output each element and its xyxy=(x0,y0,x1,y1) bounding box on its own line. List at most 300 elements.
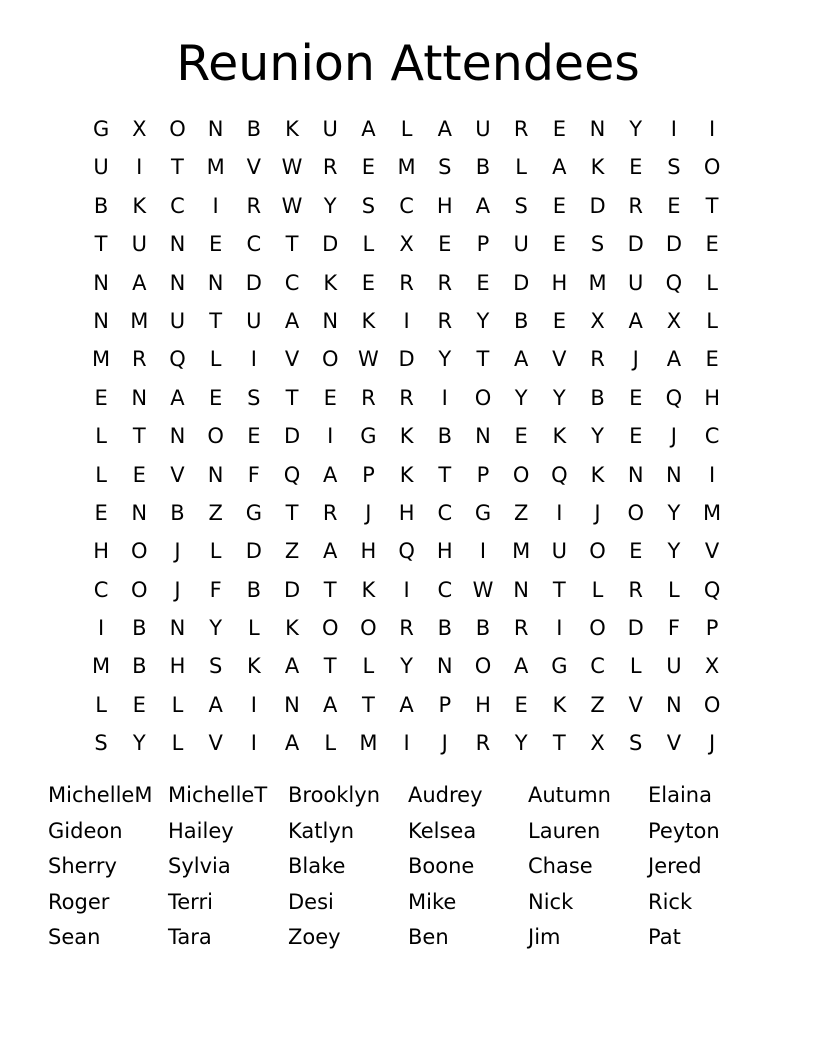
grid-letter: R xyxy=(475,731,491,756)
grid-letter: L xyxy=(95,692,107,717)
grid-letter: Y xyxy=(476,308,490,333)
grid-letter: H xyxy=(398,500,415,525)
grid-letter: U xyxy=(513,232,529,257)
grid-letter: I xyxy=(708,462,716,487)
grid-letter: T xyxy=(171,155,184,180)
letter-grid xyxy=(82,110,731,763)
grid-letter: R xyxy=(361,385,376,410)
word-list-item: Terri xyxy=(168,889,213,914)
grid-letter: N xyxy=(475,424,491,449)
grid-letter: I xyxy=(556,616,563,641)
grid-letter: J xyxy=(594,500,601,525)
grid-letter: W xyxy=(281,155,303,180)
grid-letter: T xyxy=(94,232,108,257)
grid-letter: E xyxy=(552,232,566,257)
grid-letter: K xyxy=(361,308,376,333)
grid-letter: C xyxy=(437,577,453,602)
grid-letter: B xyxy=(475,616,491,641)
grid-letter: D xyxy=(665,232,682,257)
grid-letter: X xyxy=(666,308,682,333)
grid-letter: S xyxy=(208,654,223,679)
grid-letter: U xyxy=(131,232,147,257)
grid-letter: G xyxy=(360,424,377,449)
grid-letter: T xyxy=(438,462,452,487)
grid-letter: U xyxy=(93,155,109,180)
grid-letter: P xyxy=(476,462,490,487)
grid-letter: F xyxy=(209,577,222,602)
grid-letter: E xyxy=(94,385,108,410)
grid-letter: Z xyxy=(590,692,605,717)
grid-letter: R xyxy=(399,270,414,295)
grid-letter: J xyxy=(174,539,181,564)
grid-letter: K xyxy=(552,424,567,449)
grid-letter: A xyxy=(323,462,338,487)
grid-letter: J xyxy=(708,731,716,756)
grid-letter: L xyxy=(515,155,527,180)
grid-letter: X xyxy=(399,232,414,257)
grid-letter: R xyxy=(628,193,644,218)
word-list-item: Mike xyxy=(408,889,457,914)
word-list-item: Boone xyxy=(408,854,475,879)
word-list-item: Sylvia xyxy=(168,854,231,879)
grid-letter: I xyxy=(97,616,105,641)
grid-letter: T xyxy=(285,500,299,525)
word-list-item: Nick xyxy=(528,889,574,914)
grid-letter: V xyxy=(552,347,567,372)
grid-letter: E xyxy=(514,692,528,717)
grid-letter: C xyxy=(590,654,605,679)
word-list-item: Brooklyn xyxy=(288,783,381,807)
grid-letter: Q xyxy=(665,385,683,410)
grid-letter: L xyxy=(95,462,107,487)
grid-letter: E xyxy=(209,232,223,257)
grid-letter: O xyxy=(474,654,492,679)
grid-letter: L xyxy=(95,424,107,449)
grid-letter: H xyxy=(704,385,720,410)
grid-letter: M xyxy=(92,654,111,679)
word-list-item: Elaina xyxy=(648,783,712,807)
word-list-item: MichelleT xyxy=(168,783,268,807)
grid-letter: H xyxy=(93,539,109,564)
grid-letter: J xyxy=(365,500,372,525)
grid-letter: S xyxy=(629,731,643,756)
grid-letter: N xyxy=(93,270,109,295)
grid-letter: A xyxy=(361,117,376,141)
grid-letter: T xyxy=(705,193,719,218)
grid-letter: U xyxy=(551,539,568,564)
grid-letter: T xyxy=(285,232,299,257)
grid-letter: Q xyxy=(703,577,721,602)
grid-letter: G xyxy=(474,500,492,525)
grid-letter: O xyxy=(589,539,606,564)
page-title: Reunion Attendees xyxy=(176,35,640,92)
grid-letter: J xyxy=(632,347,639,372)
grid-letter: C xyxy=(246,232,262,257)
grid-letter: C xyxy=(437,500,453,525)
grid-letter: A xyxy=(437,117,452,141)
grid-letter: N xyxy=(589,117,606,141)
grid-letter: Y xyxy=(629,117,643,141)
grid-letter: N xyxy=(322,308,339,333)
grid-letter: U xyxy=(246,308,262,333)
grid-letter: W xyxy=(281,193,303,218)
grid-letter: T xyxy=(476,347,490,372)
grid-letter: Z xyxy=(513,500,529,525)
grid-letter: K xyxy=(399,424,414,449)
grid-letter: B xyxy=(93,193,109,218)
grid-letter: Y xyxy=(514,731,528,756)
grid-letter: P xyxy=(476,232,490,257)
grid-letter: B xyxy=(513,308,529,333)
grid-letter: E xyxy=(552,308,566,333)
grid-letter: O xyxy=(360,616,377,641)
grid-letter: L xyxy=(209,347,222,372)
grid-letter: V xyxy=(208,731,223,756)
grid-letter: K xyxy=(590,155,605,180)
grid-letter: Z xyxy=(284,539,300,564)
grid-letter: C xyxy=(399,193,414,218)
grid-letter: G xyxy=(92,117,110,141)
grid-letter: B xyxy=(246,117,262,141)
grid-letter: L xyxy=(706,270,718,295)
word-list-item: Blake xyxy=(288,854,346,879)
grid-letter: N xyxy=(207,462,224,487)
grid-letter: N xyxy=(169,270,186,295)
grid-letter: I xyxy=(708,117,716,141)
grid-letter: Y xyxy=(132,731,146,756)
grid-letter: C xyxy=(93,577,109,602)
grid-letter: C xyxy=(284,270,300,295)
grid-letter: T xyxy=(552,577,566,602)
grid-letter: O xyxy=(131,577,148,602)
grid-letter: O xyxy=(321,616,339,641)
grid-letter: T xyxy=(323,577,337,602)
grid-letter: A xyxy=(323,539,338,564)
word-list-item: Kelsea xyxy=(408,818,477,843)
grid-letter: A xyxy=(513,347,529,372)
grid-letter: K xyxy=(552,692,567,717)
grid-letter: C xyxy=(170,193,185,218)
grid-letter: D xyxy=(398,347,415,372)
grid-letter: N xyxy=(207,270,224,295)
grid-letter: A xyxy=(208,692,223,717)
grid-letter: P xyxy=(362,462,375,487)
grid-letter: L xyxy=(400,117,413,141)
grid-letter: I xyxy=(403,308,410,333)
grid-letter: B xyxy=(132,654,147,679)
grid-letter: E xyxy=(667,193,681,218)
grid-letter: L xyxy=(171,731,184,756)
grid-letter: H xyxy=(551,270,568,295)
grid-letter: H xyxy=(436,539,453,564)
grid-letter: B xyxy=(132,616,147,641)
grid-letter: I xyxy=(250,347,257,372)
grid-letter: E xyxy=(514,424,528,449)
grid-letter: M xyxy=(512,539,531,564)
word-list-item: Peyton xyxy=(648,818,720,843)
grid-letter: L xyxy=(171,692,184,717)
grid-letter: X xyxy=(590,308,605,333)
grid-letter: W xyxy=(472,577,494,602)
grid-letter: S xyxy=(590,232,605,257)
grid-letter: L xyxy=(591,577,604,602)
grid-letter: A xyxy=(284,654,300,679)
word-list-item: Sherry xyxy=(48,854,117,879)
grid-letter: I xyxy=(479,539,487,564)
grid-letter: Q xyxy=(398,539,415,564)
grid-letter: S xyxy=(361,193,376,218)
word-list-item: Katlyn xyxy=(288,818,355,843)
grid-letter: E xyxy=(247,424,261,449)
grid-letter: R xyxy=(322,155,338,180)
grid-letter: N xyxy=(169,424,186,449)
grid-letter: V xyxy=(666,731,682,756)
grid-letter: A xyxy=(132,270,147,295)
grid-letter: Y xyxy=(323,193,337,218)
grid-letter: T xyxy=(132,424,146,449)
grid-letter: G xyxy=(551,654,568,679)
grid-letter: M xyxy=(92,347,111,372)
word-list-item: Gideon xyxy=(48,818,123,843)
grid-letter: R xyxy=(437,308,453,333)
grid-letter: O xyxy=(512,462,530,487)
grid-letter: T xyxy=(285,385,299,410)
grid-letter: A xyxy=(475,193,491,218)
grid-letter: E xyxy=(94,500,108,525)
grid-letter: B xyxy=(475,155,491,180)
grid-letter: Y xyxy=(552,385,566,410)
grid-letter: K xyxy=(285,616,299,641)
grid-letter: B xyxy=(437,616,452,641)
grid-letter: L xyxy=(629,654,642,679)
grid-letter: M xyxy=(588,270,607,295)
grid-letter: Q xyxy=(283,462,301,487)
grid-letter: B xyxy=(590,385,605,410)
grid-letter: A xyxy=(284,308,300,333)
grid-letter: G xyxy=(245,500,262,525)
grid-letter: T xyxy=(209,308,223,333)
word-list-item: Autumn xyxy=(528,783,611,807)
grid-letter: V xyxy=(246,155,262,180)
grid-letter: A xyxy=(284,731,300,756)
word-list-item: Desi xyxy=(288,889,334,914)
word-list xyxy=(48,778,768,956)
grid-letter: X xyxy=(590,731,605,756)
grid-letter: B xyxy=(437,424,452,449)
grid-letter: Y xyxy=(400,654,413,679)
grid-letter: K xyxy=(361,577,376,602)
grid-letter: K xyxy=(399,462,414,487)
grid-letter: R xyxy=(322,500,338,525)
grid-letter: C xyxy=(704,424,720,449)
grid-letter: F xyxy=(247,462,260,487)
grid-letter: N xyxy=(207,117,224,141)
grid-letter: E xyxy=(552,117,566,141)
grid-letter: U xyxy=(628,270,644,295)
grid-letter: E xyxy=(629,539,643,564)
grid-letter: H xyxy=(436,193,453,218)
grid-letter: E xyxy=(209,385,223,410)
grid-letter: E xyxy=(705,347,719,372)
grid-letter: S xyxy=(247,385,261,410)
grid-letter: M xyxy=(397,155,416,180)
grid-letter: D xyxy=(627,232,644,257)
grid-letter: F xyxy=(667,616,680,641)
grid-letter: D xyxy=(322,232,339,257)
grid-letter: S xyxy=(94,731,108,756)
word-list-item: Lauren xyxy=(528,818,601,843)
word-list-item: Jim xyxy=(528,925,561,950)
grid-letter: E xyxy=(705,232,719,257)
grid-letter: W xyxy=(358,347,379,372)
grid-letter: Y xyxy=(514,385,528,410)
grid-letter: L xyxy=(668,577,680,602)
grid-letter: L xyxy=(209,539,222,564)
grid-letter: N xyxy=(131,500,148,525)
grid-letter: N xyxy=(93,308,109,333)
grid-letter: O xyxy=(703,692,721,717)
grid-letter: P xyxy=(705,616,719,641)
grid-letter: J xyxy=(441,731,448,756)
word-list-item: Rick xyxy=(648,889,693,914)
grid-letter: I xyxy=(212,193,219,218)
grid-letter: A xyxy=(552,155,567,180)
grid-letter: A xyxy=(323,692,338,717)
grid-letter: U xyxy=(169,308,186,333)
grid-letter: V xyxy=(704,539,720,564)
grid-letter: A xyxy=(170,385,185,410)
grid-letter: K xyxy=(246,654,261,679)
grid-letter: O xyxy=(627,500,644,525)
grid-letter: L xyxy=(362,232,375,257)
grid-letter: E xyxy=(132,692,146,717)
grid-letter: R xyxy=(246,193,262,218)
grid-letter: I xyxy=(250,692,257,717)
grid-letter: A xyxy=(399,692,414,717)
grid-letter: E xyxy=(629,155,643,180)
grid-letter: H xyxy=(169,654,186,679)
grid-letter: V xyxy=(284,347,300,372)
grid-letter: E xyxy=(629,385,643,410)
grid-letter: Y xyxy=(591,424,604,449)
grid-letter: T xyxy=(552,731,566,756)
grid-letter: K xyxy=(285,117,299,141)
grid-letter: X xyxy=(132,117,147,141)
grid-letter: A xyxy=(666,347,682,372)
grid-letter: V xyxy=(170,462,185,487)
grid-letter: Q xyxy=(169,347,186,372)
grid-letter: O xyxy=(207,424,224,449)
grid-letter: N xyxy=(666,692,682,717)
grid-letter: N xyxy=(169,232,186,257)
grid-letter: N xyxy=(169,616,186,641)
grid-letter: M xyxy=(359,731,378,756)
grid-letter: H xyxy=(360,539,377,564)
grid-letter: O xyxy=(703,155,721,180)
grid-letter: M xyxy=(703,500,722,525)
grid-letter: J xyxy=(174,577,181,602)
word-list-item: Audrey xyxy=(408,783,483,807)
grid-letter: L xyxy=(706,308,718,333)
grid-letter: R xyxy=(399,385,414,410)
grid-letter: S xyxy=(667,155,681,180)
grid-letter: Y xyxy=(438,347,452,372)
grid-letter: N xyxy=(513,577,530,602)
grid-letter: N xyxy=(131,385,148,410)
grid-letter: O xyxy=(321,347,339,372)
grid-letter: J xyxy=(670,424,677,449)
grid-letter: K xyxy=(323,270,338,295)
grid-letter: R xyxy=(437,270,453,295)
grid-letter: N xyxy=(627,462,644,487)
grid-letter: E xyxy=(132,462,146,487)
grid-letter: A xyxy=(628,308,643,333)
grid-letter: I xyxy=(403,577,410,602)
grid-letter: N xyxy=(436,654,453,679)
word-list-item: Tara xyxy=(168,925,212,950)
grid-letter: E xyxy=(476,270,490,295)
grid-letter: D xyxy=(589,193,606,218)
word-list-item: Ben xyxy=(408,925,449,950)
grid-letter: M xyxy=(130,308,149,333)
grid-letter: E xyxy=(323,385,337,410)
grid-letter: L xyxy=(247,616,260,641)
grid-letter: R xyxy=(131,347,147,372)
grid-letter: V xyxy=(628,692,643,717)
grid-letter: I xyxy=(441,385,448,410)
grid-letter: K xyxy=(132,193,147,218)
grid-letter: U xyxy=(666,654,682,679)
word-list-item: Zoey xyxy=(288,925,341,950)
grid-letter: L xyxy=(324,731,337,756)
grid-letter: R xyxy=(590,347,605,372)
grid-letter: I xyxy=(556,500,563,525)
grid-letter: T xyxy=(323,654,337,679)
word-list-item: Jered xyxy=(648,854,702,879)
grid-letter: M xyxy=(206,155,225,180)
grid-letter: Z xyxy=(208,500,223,525)
word-list-item: Chase xyxy=(528,854,593,879)
grid-letter: R xyxy=(513,616,529,641)
grid-letter: L xyxy=(362,654,375,679)
grid-letter: I xyxy=(250,731,257,756)
grid-letter: N xyxy=(666,462,682,487)
grid-letter: D xyxy=(283,577,301,602)
grid-letter: R xyxy=(513,117,529,141)
word-list-item: Sean xyxy=(48,925,101,950)
grid-letter: Y xyxy=(667,539,681,564)
grid-letter: I xyxy=(327,424,334,449)
grid-letter: U xyxy=(475,117,491,141)
grid-letter: D xyxy=(283,424,301,449)
grid-letter: P xyxy=(438,692,452,717)
grid-letter: E xyxy=(629,424,643,449)
grid-letter: I xyxy=(136,155,143,180)
grid-letter: Q xyxy=(551,462,568,487)
grid-letter: I xyxy=(403,731,410,756)
grid-letter: E xyxy=(552,193,566,218)
grid-letter: O xyxy=(589,616,606,641)
grid-letter: B xyxy=(246,577,262,602)
grid-letter: O xyxy=(131,539,148,564)
grid-letter: R xyxy=(399,616,414,641)
grid-letter: A xyxy=(513,654,529,679)
grid-letter: B xyxy=(170,500,185,525)
grid-letter: E xyxy=(361,270,376,295)
grid-letter: O xyxy=(474,385,492,410)
grid-letter: H xyxy=(475,692,491,717)
grid-letter: S xyxy=(438,155,452,180)
